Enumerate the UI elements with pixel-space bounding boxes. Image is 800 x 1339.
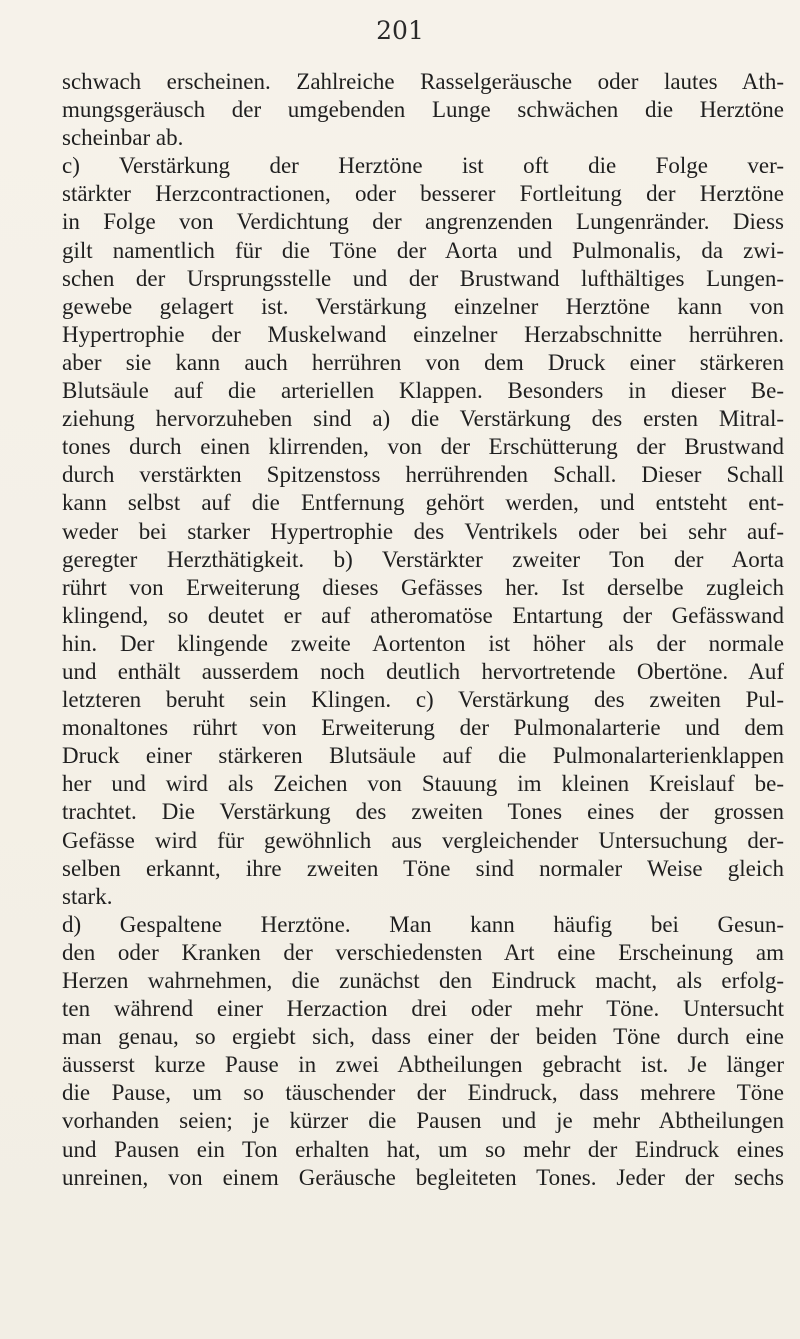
text-line: und Pausen ein Ton erhalten hat, um so mehr der Eindruck eines bbox=[62, 1136, 784, 1162]
text-line: gewebe gelagert ist. Verstärkung einzelner Herztöne kann von bbox=[62, 293, 784, 319]
page-number: 201 bbox=[376, 16, 424, 45]
text-line: hin. Der klingende zweite Aortenton ist höher als der normale bbox=[62, 630, 784, 656]
text-line: schen der Ursprungsstelle und der Brustwand lufthältiges Lungen- bbox=[62, 265, 784, 291]
text-line: selben erkannt, ihre zweiten Töne sind normaler Weise gleich bbox=[62, 855, 784, 881]
text-line: äusserst kurze Pause in zwei Abtheilungen gebracht ist. Je länger bbox=[62, 1052, 784, 1078]
text-line: weder bei starker Hypertrophie des Ventrikels oder bei sehr auf- bbox=[62, 518, 784, 544]
text-line: stark. bbox=[62, 883, 113, 909]
body-text bbox=[62, 68, 784, 1192]
text-line: durch verstärkten Spitzenstoss herrührenden Schall. Dieser Schall bbox=[62, 462, 784, 488]
text-line: trachtet. Die Verstärkung des zweiten Tones eines der grossen bbox=[62, 799, 784, 825]
text-line: tones durch einen klirrenden, von der Erschütterung der Brustwand bbox=[62, 434, 784, 460]
text-line: Herzen wahrnehmen, die zunächst den Eindruck macht, als erfolg- bbox=[62, 968, 784, 993]
text-line: aber sie kann auch herrühren von dem Druck einer stärkeren bbox=[62, 349, 784, 375]
text-line: Hypertrophie der Muskelwand einzelner Herzabschnitte herrühren. bbox=[62, 321, 784, 347]
text-line: man genau, so ergiebt sich, dass einer der beiden Töne durch eine bbox=[62, 1024, 784, 1050]
text-line: mungsgeräusch der umgebenden Lunge schwächen die Herztöne bbox=[62, 97, 784, 123]
text-line: Gefässe wird für gewöhnlich aus vergleichender Untersuchung der- bbox=[62, 827, 784, 853]
text-line: vorhanden seien; je kürzer die Pausen und je mehr Abtheilungen bbox=[62, 1108, 784, 1134]
text-line: d) Gespaltene Herztöne. Man kann häufig bei Gesun- bbox=[62, 911, 784, 937]
text-line: Druck einer stärkeren Blutsäule auf die Pulmonalarterienklappen bbox=[62, 743, 784, 769]
text-line: den oder Kranken der verschiedensten Art eine Erscheinung am bbox=[62, 939, 784, 965]
text-line: letzteren beruht sein Klingen. c) Verstärkung des zweiten Pul- bbox=[62, 687, 784, 713]
text-line: monaltones rührt von Erweiterung der Pulmonalarterie und dem bbox=[62, 715, 784, 741]
text-line: her und wird als Zeichen von Stauung im kleinen Kreislauf be- bbox=[62, 771, 784, 797]
text-line: ziehung hervorzuheben sind a) die Verstärkung des ersten Mitral- bbox=[62, 406, 784, 432]
text-line: unreinen, von einem Geräusche begleiteten Tones. Jeder der sechs bbox=[62, 1164, 784, 1190]
text-line: c) Verstärkung der Herztöne ist oft die Folge ver- bbox=[62, 153, 784, 179]
text-line: und enthält ausserdem noch deutlich hervortretende Obertöne. Auf bbox=[62, 658, 784, 684]
text-line: gilt namentlich für die Töne der Aorta und Pulmonalis, da zwi- bbox=[62, 237, 784, 263]
text-line: geregter Herzthätigkeit. b) Verstärkter zweiter Ton der Aorta bbox=[62, 546, 784, 572]
text-line: in Folge von Verdichtung der angrenzenden Lungenränder. Diess bbox=[62, 209, 784, 235]
text-line: klingend, so deutet er auf atheromatöse Entartung der Gefässwand bbox=[62, 602, 784, 628]
text-line: Blutsäule auf die arteriellen Klappen. Besonders in dieser Be- bbox=[62, 378, 784, 404]
text-line: die Pause, um so täuschender der Eindruck, dass mehrere Töne bbox=[62, 1080, 784, 1106]
text-line: stärkter Herzcontractionen, oder besserer Fortleitung der Herztöne bbox=[62, 181, 784, 207]
text-line: schwach erscheinen. Zahlreiche Rasselgeräusche oder lautes Ath- bbox=[62, 69, 784, 94]
text-line: scheinbar ab. bbox=[62, 125, 184, 151]
text-line: rührt von Erweiterung dieses Gefässes her. Ist derselbe zugleich bbox=[62, 574, 784, 600]
text-line: kann selbst auf die Entfernung gehört werden, und entsteht ent- bbox=[62, 490, 784, 516]
text-line: ten während einer Herzaction drei oder mehr Töne. Untersucht bbox=[62, 996, 784, 1022]
